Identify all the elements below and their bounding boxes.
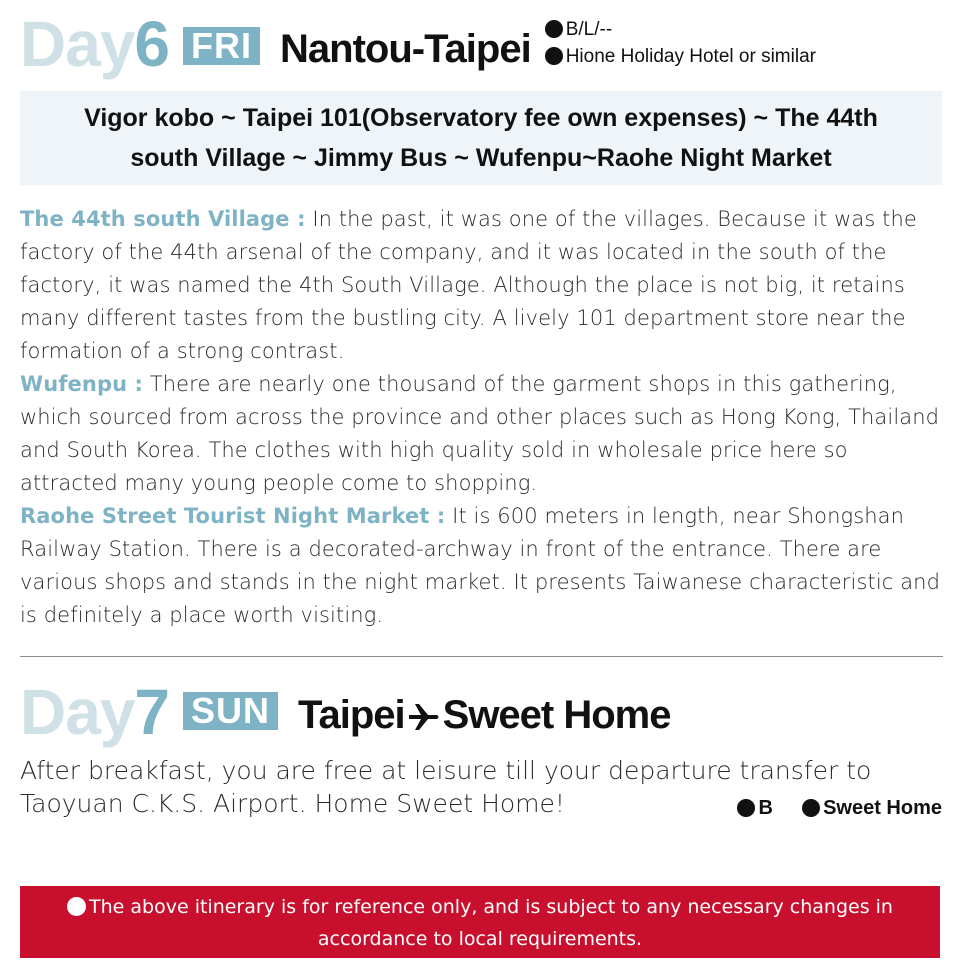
day6-meals-row xyxy=(545,16,816,43)
bullet-icon xyxy=(67,897,86,916)
day7-title xyxy=(20,676,169,748)
entry-term: Wufenpu : xyxy=(20,372,144,396)
day6-day-number: 6 xyxy=(134,8,169,80)
entry-term: The 44th south Village : xyxy=(20,207,306,231)
entry-raohe xyxy=(20,500,945,632)
entry-term: Raohe Street Tourist Night Market : xyxy=(20,504,446,528)
day7-description: After breakfast, you are free at leisure till your departure transfer to Taoyuan C.K.S. Airport. Home Sweet Home! xyxy=(20,756,872,818)
day6-highlights-line2: south Village ~ Jimmy Bus ~ Wufenpu~Raohe Night Market xyxy=(130,144,832,172)
day7-meals-block xyxy=(737,797,942,820)
day7-route-from: Taipei xyxy=(298,693,405,737)
bullet-icon xyxy=(737,799,755,817)
entry-text: In the past, it was one of the villages. Because it was the factory of the 44th arsenal of the company, and it was located in the south of the factory, it was named the 4th South Village. Although the place is not big, it retains many different tastes from the bustling city. A lively 101 department store near the formation of a strong contrast. xyxy=(20,207,917,363)
entry-text: There are nearly one thousand of the garment shops in this gathering, which sourced from across the province and other places such as Hong Kong, Thailand and South Korea. The clothes with high quality sold in wholesale price here so attracted many young people come to shopping. xyxy=(20,372,940,495)
notice-text: The above itinerary is for reference only, and is subject to any necessary changes in accordance to local requirements. xyxy=(89,896,893,950)
day6-highlights-box xyxy=(20,91,942,185)
day6-hotel-row xyxy=(545,43,816,70)
day7-route xyxy=(298,692,670,738)
entry-wufenpu xyxy=(20,368,945,500)
airplane-icon xyxy=(407,702,441,732)
day7-day-number: 7 xyxy=(134,676,169,748)
day6-meals-block xyxy=(545,16,816,70)
notice-banner xyxy=(20,886,940,958)
day6-hotel: Hione Holiday Hotel or similar xyxy=(565,46,816,67)
section-divider xyxy=(20,656,943,657)
entry-text: It is 600 meters in length, near Shongshan Railway Station. There is a decorated-archway in front of the entrance. There are various shops and stands in the night market. It presents Taiwanese characteristic and is definitely a place worth visiting. xyxy=(20,504,941,627)
day7-hotel: Sweet Home xyxy=(823,797,942,819)
bullet-icon xyxy=(545,47,563,65)
day6-route: Nantou-Taipei xyxy=(280,27,531,71)
day6-header xyxy=(20,8,816,80)
day7-header xyxy=(20,676,671,748)
day7-meals: B xyxy=(758,797,773,819)
day7-day-word: Day xyxy=(20,676,135,748)
bullet-icon xyxy=(545,20,563,38)
day6-meals: B/L/-- xyxy=(565,19,613,40)
day7-weekday-badge: SUN xyxy=(183,692,278,730)
day7-route-to: Sweet Home xyxy=(442,693,671,737)
day6-title xyxy=(20,8,169,80)
day6-day-word: Day xyxy=(20,8,135,80)
entry-44th-village xyxy=(20,203,945,368)
day6-weekday-badge: FRI xyxy=(183,27,260,65)
day6-descriptions xyxy=(20,203,945,632)
bullet-icon xyxy=(802,799,820,817)
day6-highlights-line1: Vigor kobo ~ Taipei 101(Observatory fee own expenses) ~ The 44th xyxy=(84,104,878,132)
